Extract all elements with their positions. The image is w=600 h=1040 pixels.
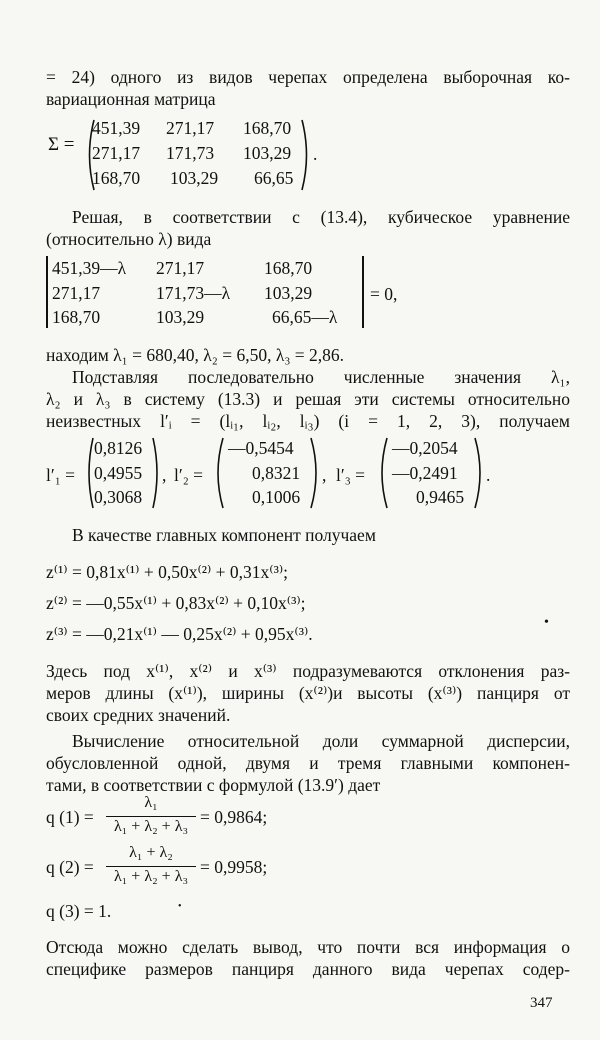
det-cell: 103,29	[264, 283, 313, 303]
text-line: В качестве главных компонент получаем	[72, 525, 376, 545]
q2-denominator: λ₁ + λ₂ + λ₃	[113, 868, 189, 885]
vector-label: l′₂ =	[174, 465, 204, 485]
vector-label: l′₁ =	[46, 465, 76, 485]
right-paren	[310, 436, 322, 510]
matrix-cell: 66,65	[254, 168, 294, 188]
component-equation: z⁽¹⁾ = 0,81x⁽¹⁾ + 0,50x⁽²⁾ + 0,31x⁽³⁾;	[46, 562, 288, 582]
separator: ,	[322, 465, 327, 485]
period: .	[313, 144, 318, 164]
right-paren	[474, 436, 486, 510]
right-paren	[152, 436, 162, 510]
q1-rhs: = 0,9864;	[200, 807, 268, 827]
matrix-cell: 168,70	[243, 118, 292, 138]
matrix-cell: 103,29	[243, 143, 292, 163]
left-paren	[84, 436, 94, 510]
text-line: обусловленной одной, двумя и тремя главными компонен-	[46, 753, 570, 773]
text-line: = 24) одного из видов черепах определена выборочная ко-	[46, 67, 570, 87]
text-line: Решая, в соответствии с (13.4), кубическое уравнение	[72, 207, 570, 227]
page-number: 347	[530, 995, 553, 1011]
left-paren	[376, 436, 388, 510]
q2-lhs: q (2) =	[46, 857, 94, 877]
det-left-bar	[46, 256, 48, 328]
q2-rhs: = 0,9958;	[200, 857, 268, 877]
vector-label: l′₃ =	[336, 465, 366, 485]
vector-value: —0,2054	[392, 438, 458, 458]
text-line: λ₂ и λ₃ в систему (13.3) и решая эти системы относительно	[46, 389, 570, 409]
matrix-cell: 271,17	[166, 118, 215, 138]
left-paren	[212, 436, 224, 510]
vector-value: 0,8126	[94, 438, 143, 458]
text-line: находим λ₁ = 680,40, λ₂ = 6,50, λ₃ = 2,86.	[46, 345, 345, 365]
text-line: меров длины (x⁽¹⁾), ширины (x⁽²⁾)и высоты (x⁽³⁾) панциря от	[46, 683, 570, 703]
det-cell: 171,73—λ	[156, 283, 231, 303]
text-line: своих средних значений.	[46, 705, 231, 725]
text-line: тами, в соответствии с формулой (13.9′) дает	[46, 775, 381, 795]
component-equation: z⁽³⁾ = —0,21x⁽¹⁾ — 0,25x⁽²⁾ + 0,95x⁽³⁾.	[46, 624, 313, 644]
text-line: специфике размеров панциря данного вида черепах содер-	[46, 959, 570, 979]
separator: .	[486, 465, 491, 485]
matrix-cell: 103,29	[170, 168, 219, 188]
text-line: вариационная матрица	[46, 89, 216, 109]
text-line: Отсюда можно сделать вывод, что почти вся информация о	[46, 937, 570, 957]
q1-denominator: λ₁ + λ₂ + λ₃	[113, 818, 189, 835]
component-equation: z⁽²⁾ = —0,55x⁽¹⁾ + 0,83x⁽²⁾ + 0,10x⁽³⁾;	[46, 593, 306, 613]
text-line: неизвестных l′ᵢ = (lᵢ₁, lᵢ₂, lᵢ₃) (i = 1, 2, 3), получаем	[46, 411, 570, 431]
ink-dot: •	[178, 901, 182, 912]
text-line: Вычисление относительной доли суммарной дисперсии,	[72, 731, 570, 751]
det-cell: 271,17	[52, 283, 101, 303]
vector-value: 0,1006	[252, 487, 301, 507]
vector-value: —0,2491	[392, 463, 458, 483]
det-cell: 168,70	[52, 307, 101, 327]
det-right-bar	[362, 256, 364, 328]
det-rhs: = 0,	[370, 284, 398, 304]
det-cell: 451,39—λ	[52, 258, 127, 278]
text-line: (относительно λ) вида	[46, 229, 212, 249]
right-paren	[300, 118, 312, 192]
q3: q (3) = 1.	[46, 901, 112, 921]
det-cell: 168,70	[264, 258, 313, 278]
det-cell: 66,65—λ	[272, 307, 338, 327]
sigma-lhs: Σ =	[48, 134, 75, 155]
vector-value: 0,4955	[94, 463, 143, 483]
vector-value: 0,3068	[94, 487, 143, 507]
det-cell: 271,17	[156, 258, 205, 278]
q1-lhs: q (1) =	[46, 807, 94, 827]
vector-value: 0,8321	[252, 463, 301, 483]
text-line: Подставляя последовательно численные значения λ₁,	[72, 367, 570, 387]
text-line: Здесь под x⁽¹⁾, x⁽²⁾ и x⁽³⁾ подразумеваются отклонения раз-	[46, 661, 570, 681]
vector-value: 0,9465	[416, 487, 465, 507]
matrix-cell: 171,73	[166, 143, 215, 163]
q2-numerator: λ₁ + λ₂	[129, 844, 173, 861]
q1-numerator: λ₁	[144, 794, 158, 811]
det-cell: 103,29	[156, 307, 205, 327]
matrix-cell: 168,70	[92, 168, 141, 188]
matrix-cell: 451,39	[92, 118, 141, 138]
matrix-cell: 271,17	[92, 143, 141, 163]
separator: ,	[162, 465, 167, 485]
ink-dot: •	[544, 615, 549, 630]
vector-value: —0,5454	[228, 438, 294, 458]
